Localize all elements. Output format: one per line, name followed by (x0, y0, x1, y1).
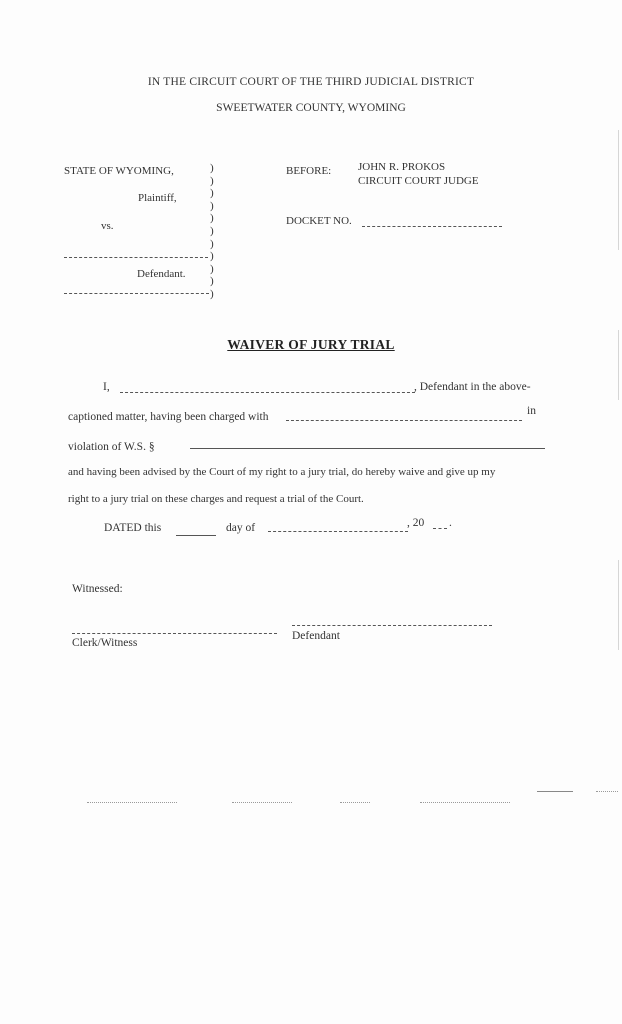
dated-start: DATED this (104, 522, 162, 534)
docket-label: DOCKET NO. (286, 215, 352, 227)
plaintiff-label: Plaintiff, (138, 192, 177, 204)
line2-end: in (527, 405, 536, 417)
dated-mid: day of (226, 522, 256, 534)
month-blank (268, 531, 408, 532)
line4: and having been advised by the Court of my right to a jury trial, do hereby waive and give up my (68, 466, 496, 478)
scan-artifact-line (596, 791, 618, 792)
docket-number-line (362, 226, 502, 227)
scan-artifact-line (420, 802, 510, 803)
line3-start: violation of W.S. § (68, 441, 155, 453)
line5: right to a jury trial on these charges and request a trial of the Court. (68, 493, 364, 505)
line1-start: I, (103, 381, 110, 393)
page-edge-shadow (618, 560, 619, 650)
defendant-signature-label: Defendant (292, 630, 340, 642)
defendant-name-blank (120, 392, 415, 393)
scan-artifact-line (87, 802, 177, 803)
county-title: SWEETWATER COUNTY, WYOMING (216, 102, 406, 114)
caption-parentheses: ) ) ) ) ) ) ) ) ) ) ) (210, 162, 214, 300)
defendant-label: Defendant. (137, 268, 186, 280)
defendant-name-line (64, 257, 208, 258)
witnessed-label: Witnessed: (72, 583, 123, 595)
court-title: IN THE CIRCUIT COURT OF THE THIRD JUDICIAL DISTRICT (147, 76, 475, 88)
judge-title: CIRCUIT COURT JUDGE (358, 175, 479, 187)
clerk-signature-line (72, 633, 277, 634)
dated-year: , 20 (407, 517, 425, 529)
day-blank (176, 535, 216, 536)
line2-start: captioned matter, having been charged with (68, 411, 269, 423)
page-edge-shadow (618, 130, 619, 250)
vs-label: vs. (101, 220, 114, 232)
year-blank (433, 528, 447, 529)
clerk-label: Clerk/Witness (72, 637, 138, 649)
charge-blank (286, 420, 522, 421)
plaintiff-name: STATE OF WYOMING, (64, 165, 174, 177)
dated-end: . (449, 517, 452, 529)
statute-blank (190, 448, 545, 449)
judge-name: JOHN R. PROKOS (358, 161, 446, 173)
defendant-signature-line (292, 625, 492, 626)
scan-artifact-line (537, 791, 573, 792)
before-label: BEFORE: (286, 165, 332, 177)
scan-artifact-line (340, 802, 370, 803)
line1-end: , Defendant in the above- (414, 381, 531, 393)
scan-artifact-line (232, 802, 292, 803)
caption-bottom-line (64, 293, 209, 294)
page-edge-shadow (618, 330, 619, 400)
document-title: WAIVER OF JURY TRIAL (227, 337, 395, 352)
